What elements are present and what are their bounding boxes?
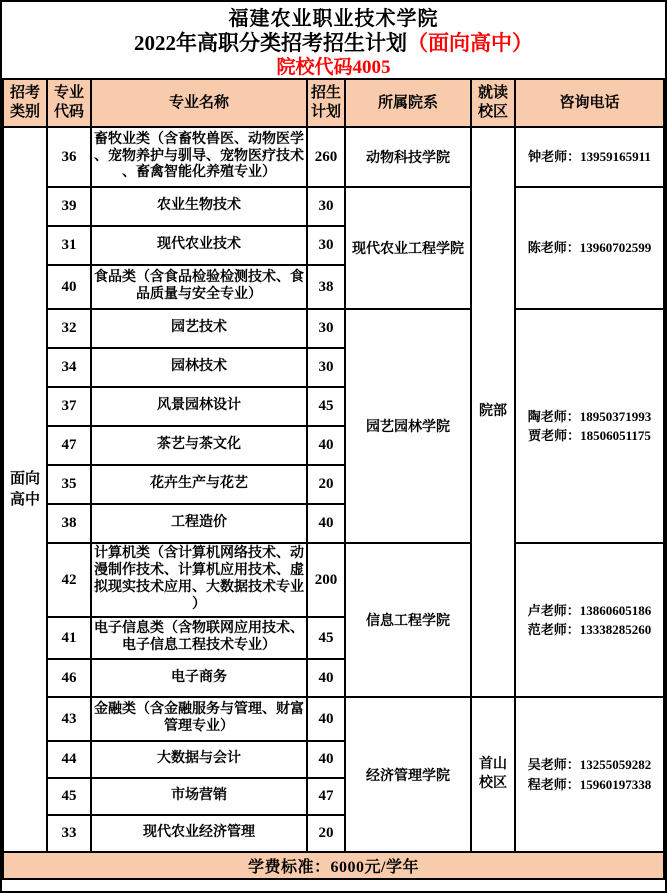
row-major: 食品类（含食品检验检测技术、食品质量与安全专业） [91,265,307,309]
department-cell: 动物科技学院 [345,127,471,187]
phone-line: 范老师：13338285260 [527,622,652,637]
phone-line: 陶老师：18950371993 [527,408,652,424]
department-cell: 现代农业工程学院 [345,187,471,309]
row-major: 工程造价 [91,504,307,543]
row-code: 42 [47,543,91,617]
header-phone: 咨询电话 [515,79,664,127]
row-plan: 45 [307,617,345,659]
row-code: 46 [47,659,91,697]
row-plan: 260 [307,127,345,187]
plan-title-red: （面向高中） [407,31,533,55]
row-code: 31 [47,226,91,265]
phone-cell [515,543,664,697]
phone-line: 吴老师：13255059282 [527,757,652,772]
row-code: 37 [47,387,91,426]
row-plan: 30 [307,187,345,226]
row-code: 39 [47,187,91,226]
campus-cell: 院部 [471,127,515,697]
header-major: 专业名称 [91,79,307,127]
row-plan: 40 [307,426,345,465]
row-code: 36 [47,127,91,187]
header-campus: 就读校区 [471,79,515,127]
school-name: 福建农业职业技术学院 [228,8,439,30]
row-major: 大数据与会计 [91,741,307,778]
row-major: 市场营销 [91,778,307,815]
row-plan: 38 [307,265,345,309]
header-department: 所属院系 [345,79,471,127]
row-major: 现代农业经济管理 [91,815,307,852]
row-code: 45 [47,778,91,815]
table-row [3,697,664,741]
row-code: 41 [47,617,91,659]
header-category: 招考类别 [3,79,47,127]
phone-line: 卢老师：13860605186 [527,602,652,618]
category-cell: 面向高中 [3,127,47,852]
row-plan: 20 [307,465,345,504]
row-code: 47 [47,426,91,465]
phone-line: 钟老师：13959165911 [528,149,651,165]
header-code: 专业代码 [47,79,91,127]
row-major: 电子商务 [91,659,307,697]
row-major: 风景园林设计 [91,387,307,426]
phone-cell [515,127,664,187]
row-major: 花卉生产与花艺 [91,465,307,504]
row-code: 44 [47,741,91,778]
plan-title [2,31,665,56]
row-major: 计算机类（含计算机网络技术、动漫制作技术、计算机应用技术、虚拟现实技术应用、大数据技术专业） [91,543,307,617]
table-row [3,543,664,617]
row-plan: 40 [307,504,345,543]
row-plan: 20 [307,815,345,852]
table-row [3,309,664,348]
row-code: 35 [47,465,91,504]
row-code: 40 [47,265,91,309]
row-plan: 30 [307,348,345,387]
row-plan: 30 [307,309,345,348]
row-code: 32 [47,309,91,348]
phone-cell [515,697,664,852]
row-code: 33 [47,815,91,852]
phone-cell [515,309,664,543]
row-major: 电子信息类（含物联网应用技术、电子信息工程技术专业） [91,617,307,659]
phone-line: 贾老师：18506051175 [528,428,651,443]
row-plan: 40 [307,741,345,778]
campus-cell: 首山校区 [471,697,515,852]
row-code: 43 [47,697,91,741]
admission-plan-table [2,78,665,880]
row-major: 金融类（含金融服务与管理、财富管理专业） [91,697,307,741]
department-cell: 信息工程学院 [345,543,471,697]
row-major: 园林技术 [91,348,307,387]
row-code: 38 [47,504,91,543]
department-cell: 园艺园林学院 [345,309,471,543]
table-row [3,127,664,187]
row-major: 农业生物技术 [91,187,307,226]
phone-line: 陈老师：13960702599 [527,240,652,256]
school-code: 院校代码4005 [276,57,391,78]
plan-title-black: 2022年高职分类招考招生计划 [134,31,407,55]
row-plan: 40 [307,697,345,741]
row-major: 现代农业技术 [91,226,307,265]
row-major: 茶艺与茶文化 [91,426,307,465]
phone-line: 程老师：15960197338 [527,776,652,792]
title-block [2,2,665,78]
tuition-note: 学费标准：6000元/学年 [3,852,664,879]
row-major: 园艺技术 [91,309,307,348]
row-plan: 45 [307,387,345,426]
table-row [3,187,664,226]
row-plan: 40 [307,659,345,697]
row-plan: 30 [307,226,345,265]
department-cell: 经济管理学院 [345,697,471,852]
phone-cell [515,187,664,309]
footer-row [3,852,664,879]
row-major: 畜牧业类（含畜牧兽医、动物医学、宠物养护与驯导、宠物医疗技术、畜禽智能化养殖专业） [91,127,307,187]
row-plan: 200 [307,543,345,617]
row-code: 34 [47,348,91,387]
header-plan: 招生计划 [307,79,345,127]
row-plan: 47 [307,778,345,815]
